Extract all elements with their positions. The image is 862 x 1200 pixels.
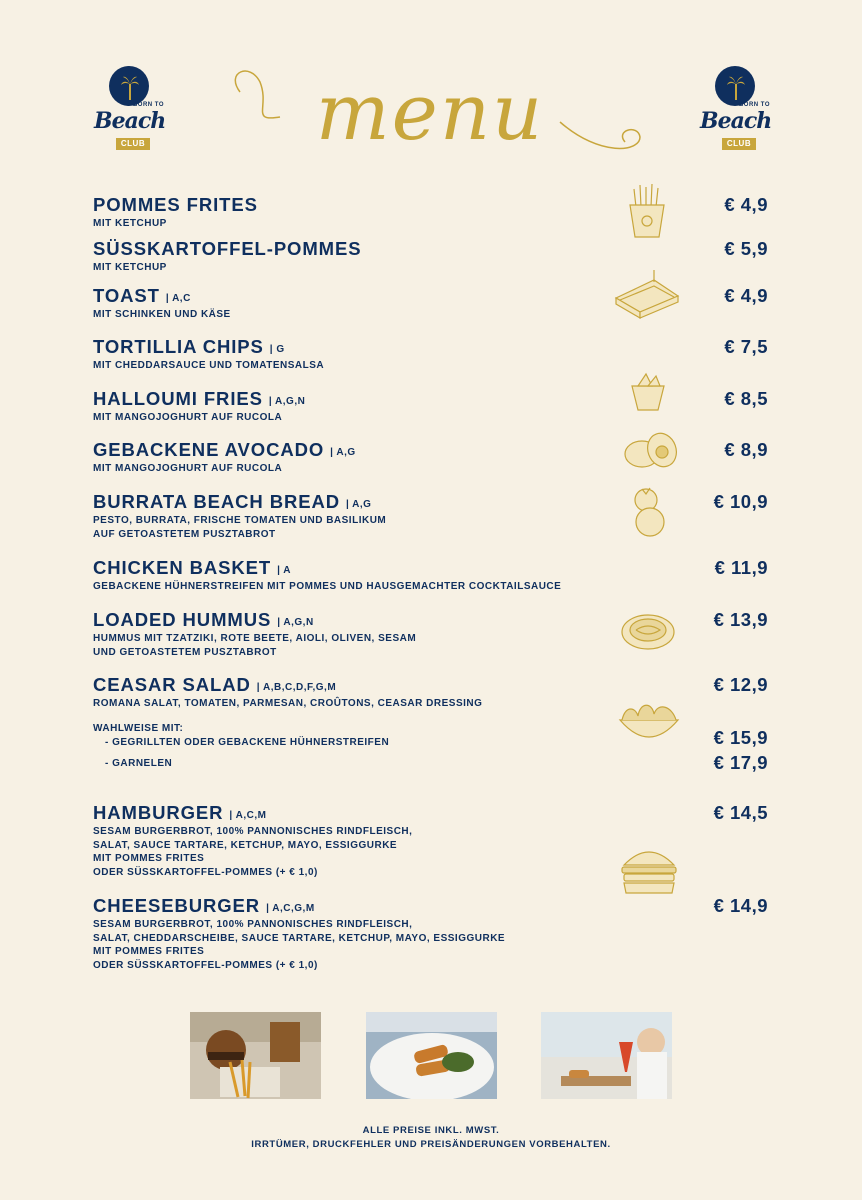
- item-name: GEBACKENE AVOCADO: [93, 439, 325, 460]
- item-name: TORTILLIA CHIPS: [93, 336, 264, 357]
- footer-line-2: IRRTÜMER, DRUCKFEHLER UND PREISÄNDERUNGEN VORBEHALTEN.: [251, 1139, 611, 1150]
- item-name: SÜSSKARTOFFEL-POMMES: [93, 238, 362, 259]
- fries-icon: [624, 183, 670, 239]
- item-description: PESTO, BURRATA, FRISCHE TOMATEN UND BASILIKUM AUF GETOASTETEM PUSZTABROT: [93, 515, 387, 540]
- item-allergens: | A,B,C,D,F,G,M: [256, 682, 337, 693]
- logo-left: [94, 66, 164, 154]
- logo-brand: Beach: [700, 108, 772, 134]
- item-name: POMMES FRITES: [93, 194, 258, 215]
- item-price: € 5,9: [724, 238, 768, 259]
- item-price: € 13,9: [713, 609, 768, 630]
- sandwich-icon: [614, 270, 680, 320]
- logo-right: [700, 66, 770, 154]
- menu-title: [220, 62, 650, 162]
- item-description: SESAM BURGERBROT, 100% PANNONISCHES RINDFLEISCH, SALAT, CHEDDARSCHEIBE, SAUCE TARTARE, KETCHUP, MAYO, ESSIGGURKE MIT POMMES FRITES ODER SÜSSKARTOFFEL-POMMES (+ € 1,0): [93, 919, 506, 971]
- footer-line-1: ALLE PREISE INKL. MWST.: [362, 1125, 500, 1136]
- item-description: MIT CHEDDARSAUCE UND TOMATENSALSA: [93, 360, 325, 371]
- salad-extras: [93, 723, 613, 769]
- item-allergens: | A,C: [165, 293, 191, 304]
- item-price: € 11,9: [714, 557, 768, 578]
- fried-fish-plate-photo: [366, 1012, 497, 1099]
- menu-title-text: menu: [315, 68, 545, 158]
- item-name: CHEESEBURGER: [93, 895, 261, 916]
- tomato-icon: [624, 484, 672, 540]
- palm-badge-icon: [715, 66, 755, 106]
- item-name: LOADED HUMMUS: [93, 609, 272, 630]
- item-description: SESAM BURGERBROT, 100% PANNONISCHES RINDFLEISCH, SALAT, SAUCE TARTARE, KETCHUP, MAYO, ESSIGGURKE MIT POMMES FRITES ODER SÜSSKARTOFFEL-POMMES (+ € 1,0): [93, 826, 413, 878]
- item-name: CEASAR SALAD: [93, 674, 251, 695]
- salad-extra-option: - GARNELEN: [105, 758, 173, 769]
- item-price: € 8,5: [724, 388, 768, 409]
- item-price: € 14,5: [713, 802, 768, 823]
- beach-cocktail-photo: [541, 1012, 672, 1099]
- hummus-bowl-icon: [620, 612, 676, 652]
- item-price: € 7,5: [724, 336, 768, 357]
- palm-badge-icon: [109, 66, 149, 106]
- logo-club-badge: CLUB: [722, 138, 756, 150]
- salad-bowl-icon: [614, 696, 684, 748]
- item-allergens: | A,G,N: [268, 396, 306, 407]
- item-price: € 4,9: [724, 285, 768, 306]
- salad-extras-intro: WAHLWEISE MIT:: [93, 723, 184, 734]
- item-allergens: | A,C,M: [229, 810, 267, 821]
- item-allergens: | G: [269, 344, 285, 355]
- item-allergens: | A,G: [345, 499, 372, 510]
- item-description: MIT SCHINKEN UND KÄSE: [93, 309, 231, 320]
- item-description: MIT MANGOJOGHURT AUF RUCOLA: [93, 412, 283, 423]
- item-name: TOAST: [93, 285, 160, 306]
- item-allergens: | A,G,N: [277, 617, 314, 628]
- avocado-icon: [622, 430, 678, 470]
- item-allergens: | A: [277, 565, 292, 576]
- item-allergens: | A,C,G,M: [266, 903, 315, 914]
- logo-small-text: BORN TO: [132, 102, 164, 108]
- logo-club-badge: CLUB: [116, 138, 150, 150]
- logo-brand: Beach: [94, 108, 166, 134]
- item-name: CHICKEN BASKET: [93, 557, 272, 578]
- item-description: MIT KETCHUP: [93, 218, 167, 229]
- item-price: € 12,9: [713, 674, 768, 695]
- footer-note: [0, 1124, 862, 1152]
- salad-extra-price: € 15,9: [713, 727, 768, 748]
- item-description: MIT KETCHUP: [93, 262, 167, 273]
- salad-extra-price: € 17,9: [713, 752, 768, 773]
- nachos-icon: [628, 372, 668, 412]
- item-name: HALLOUMI FRIES: [93, 388, 263, 409]
- item-description: HUMMUS MIT TZATZIKI, ROTE BEETE, AIOLI, OLIVEN, SESAM UND GETOASTETEM PUSZTABROT: [93, 633, 417, 658]
- item-price: € 8,9: [724, 439, 768, 460]
- item-description: MIT MANGOJOGHURT AUF RUCOLA: [93, 463, 283, 474]
- item-allergens: | A,G: [330, 447, 356, 458]
- item-description: GEBACKENE HÜHNERSTREIFEN MIT POMMES UND HAUSGEMACHTER COCKTAILSAUCE: [93, 581, 562, 592]
- burger-icon: [620, 843, 678, 895]
- item-price: € 14,9: [713, 895, 768, 916]
- salad-extra-option: - GEGRILLTEN ODER GEBACKENE HÜHNERSTREIFEN: [105, 737, 390, 748]
- item-name: BURRATA BEACH BREAD: [93, 491, 340, 512]
- burger-and-fries-photo: [190, 1012, 321, 1099]
- logo-small-text: BORN TO: [738, 102, 770, 108]
- item-description: ROMANA SALAT, TOMATEN, PARMESAN, CROÛTONS, CEASAR DRESSING: [93, 698, 483, 709]
- item-name: HAMBURGER: [93, 802, 224, 823]
- item-price: € 4,9: [724, 194, 768, 215]
- item-price: € 10,9: [713, 491, 768, 512]
